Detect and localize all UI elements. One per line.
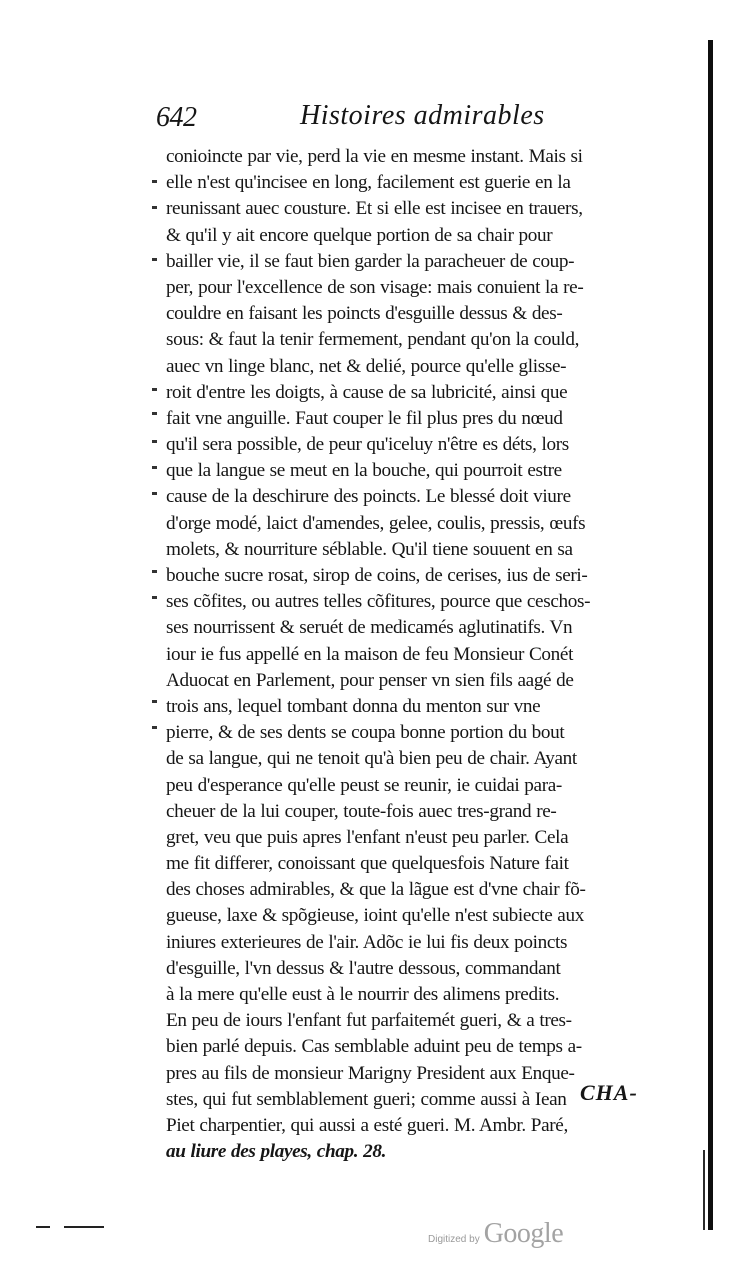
text-line: me fit differer, conoissant que quelquesfois Nature fait (166, 853, 569, 875)
text-line: per, pour l'excellence de son visage: mais conuient la re- (166, 276, 584, 298)
text-line: d'orge modé, laict d'amendes, gelee, coulis, pressis, œufs (166, 512, 586, 534)
text-line: molets, & nourriture séblable. Qu'il tiene souuent en sa (166, 538, 573, 560)
text-line: de sa langue, qui ne tenoit qu'à bien peu de chair. Ayant (166, 748, 577, 770)
text-line: cheuer de la lui couper, toute-fois auec tres-grand re- (166, 800, 557, 822)
text-line: gret, veu que puis apres l'enfant n'eust peu parler. Cela (166, 826, 569, 848)
text-line: fait vne anguille. Faut couper le fil plus pres du nœud (166, 407, 563, 429)
text-line: elle n'est qu'incisee en long, facilement est guerie en la (166, 172, 571, 194)
text-line: d'esguille, l'vn dessus & l'autre dessous, commandant (166, 957, 561, 979)
text-line: pres au fils de monsieur Marigny President aux Enque- (166, 1062, 575, 1084)
binding-edge (708, 40, 713, 1230)
page-header (150, 100, 550, 140)
text-line: que la langue se meut en la bouche, qui pourroit estre (166, 460, 562, 482)
page-number: 642 (156, 102, 197, 133)
binding-edge-shadow (703, 1150, 705, 1230)
text-line: cause de la deschirure des poincts. Le blessé doit viure (166, 486, 571, 508)
text-line: iour ie fus appellé en la maison de feu Monsieur Conét (166, 643, 574, 665)
text-line: trois ans, lequel tombant donna du menton sur vne (166, 695, 541, 717)
body-text (166, 144, 682, 1165)
digitized-by-label: Digitized by (428, 1234, 480, 1245)
text-line: reunissant auec cousture. Et si elle est incisee en trauers, (166, 198, 583, 220)
text-line: bien parlé depuis. Cas semblable aduint peu de temps a- (166, 1036, 582, 1058)
text-line: sous: & faut la tenir fermement, pendant qu'on la could, (166, 329, 580, 351)
google-logo: Google (483, 1218, 564, 1249)
citation-line: au liure des playes, chap. 28. (166, 1141, 387, 1163)
text-line: iniures exterieures de l'air. Adõc ie lui fis deux poincts (166, 931, 568, 953)
text-line: ses cõfites, ou autres telles cõfitures, pource que ceschos- (166, 591, 591, 613)
text-line: couldre en faisant les poincts d'esguille dessus & des- (166, 303, 563, 325)
text-line: conioincte par vie, perd la vie en mesme instant. Mais si (166, 146, 583, 167)
text-line: ses nourrissent & seruét de medicamés aglutinatifs. Vn (166, 617, 573, 639)
digitized-by-google-watermark (428, 1218, 563, 1248)
text-line: En peu de iours l'enfant fut parfaitemét gueri, & a tres- (166, 1010, 572, 1032)
text-line: gueuse, laxe & spõgieuse, ioint qu'elle n'est subiecte aux (166, 905, 584, 927)
text-line: auec vn linge blanc, net & delié, pource qu'elle glisse- (166, 355, 567, 377)
text-line: & qu'il y ait encore quelque portion de sa chair pour (166, 224, 553, 246)
text-line: des choses admirables, & que la lãgue est d'vne chair fõ- (166, 879, 586, 901)
running-head: Histoires admirables (300, 100, 545, 131)
text-line: pierre, & de ses dents se coupa bonne portion du bout (166, 722, 565, 744)
text-line: qu'il sera possible, de peur qu'iceluy n'être es déts, lors (166, 434, 569, 456)
text-line: bailler vie, il se faut bien garder la paracheuer de coup- (166, 250, 575, 272)
text-line: peu d'esperance qu'elle peust se reunir, ie cuidai para- (166, 774, 562, 796)
text-line: à la mere qu'elle eust à le nourrir des alimens predits. (166, 984, 560, 1005)
text-line: roit d'entre les doigts, à cause de sa lubricité, ainsi que (166, 381, 568, 403)
scan-marks (36, 1226, 96, 1228)
text-line: Aduocat en Parlement, pour penser vn sien fils aagé de (166, 669, 574, 691)
catchword: CHA- (580, 1080, 638, 1105)
text-line: stes, qui fut semblablement gueri; comme aussi à Iean (166, 1088, 567, 1110)
text-line: Piet charpentier, qui aussi a esté gueri. M. Ambr. Paré, (166, 1114, 568, 1136)
text-line: bouche sucre rosat, sirop de coins, de cerises, ius de seri- (166, 565, 588, 586)
